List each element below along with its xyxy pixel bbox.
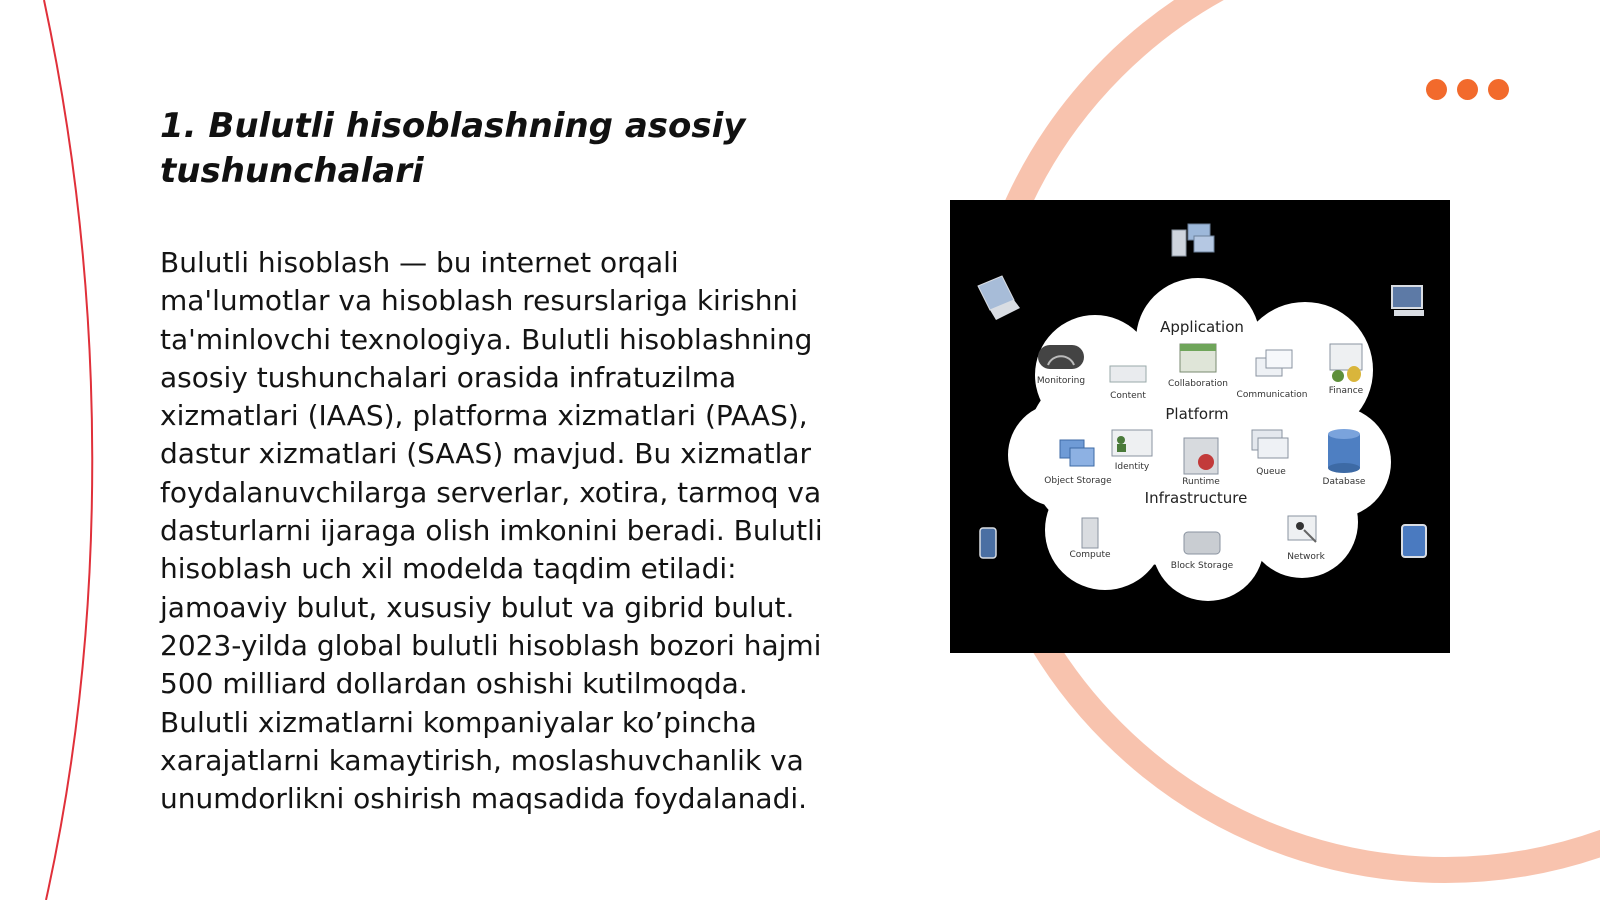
decorative-dots (1426, 79, 1509, 100)
identity-label: Identity (1114, 462, 1150, 472)
phone-icon (980, 528, 996, 558)
monitoring-icon (1038, 345, 1084, 369)
slide-body-text: Bulutli hisoblash — bu internet orqali ma'lumotlar va hisoblash resurslariga kirishni ta'minlovchi texnologiya. Bulutli hisoblashning asosiy tushunchalari orasida infratuzilma xizmatlari (IAAS), platforma xizmatlari (PAAS), dastur xizmatlari (SAAS) mavjud. Bu xizmatlar foydalanuvchilarga serverlar, xotira, tarmoq va dasturlarni ijaraga olish imkonini beradi. Bulutli hisoblash uch xil modelda taqdim etiladi: jamoaviy bulut, xususiy bulut va gibrid bulut. 2023-yilda global bulutli hisoblash bozori hajmi 500 milliard dollardan oshishi kutilmoqda. Bulutli xizmatlarni kompaniyalar ko’pincha xarajatlarni kamaytirish, moslashuvchanlik va unumdorlikni oshirish maqsadida foydalanadi. (160, 246, 823, 816)
queue-label: Queue (1256, 467, 1286, 477)
dot-icon (1488, 79, 1509, 100)
server-icon (1172, 224, 1214, 256)
left-curve-line (44, 0, 92, 900)
identity-icon (1112, 430, 1152, 456)
compute-icon (1082, 518, 1098, 548)
runtime-icon (1184, 438, 1218, 474)
network-label: Network (1287, 552, 1325, 562)
object-storage-label: Object Storage (1044, 476, 1112, 486)
collaboration-label: Collaboration (1168, 379, 1228, 389)
collaboration-icon (1180, 344, 1216, 372)
database-label: Database (1322, 477, 1366, 487)
dot-icon (1426, 79, 1447, 100)
content-icon (1110, 366, 1146, 382)
compute-label: Compute (1069, 550, 1111, 560)
runtime-label: Runtime (1182, 477, 1220, 487)
slide-title: 1. Bulutli hisoblashning asosiy tushunchalari (160, 106, 746, 191)
network-icon (1288, 516, 1316, 542)
monitoring-label: Monitoring (1036, 376, 1086, 386)
block-storage-icon (1184, 532, 1220, 554)
tablet-icon (1402, 525, 1426, 557)
communication-label: Communication (1236, 390, 1308, 400)
finance-label: Finance (1328, 386, 1364, 396)
cloud-computing-diagram (950, 200, 1450, 653)
infrastructure-layer-label: Infrastructure (1144, 489, 1248, 507)
database-icon (1328, 429, 1360, 473)
platform-layer-label: Platform (1165, 405, 1229, 423)
desktop-computer-icon (1392, 286, 1424, 316)
laptop-icon (978, 276, 1020, 320)
content-label: Content (1110, 391, 1146, 401)
application-layer-label: Application (1160, 318, 1244, 336)
block-storage-label: Block Storage (1170, 561, 1234, 571)
dot-icon (1457, 79, 1478, 100)
